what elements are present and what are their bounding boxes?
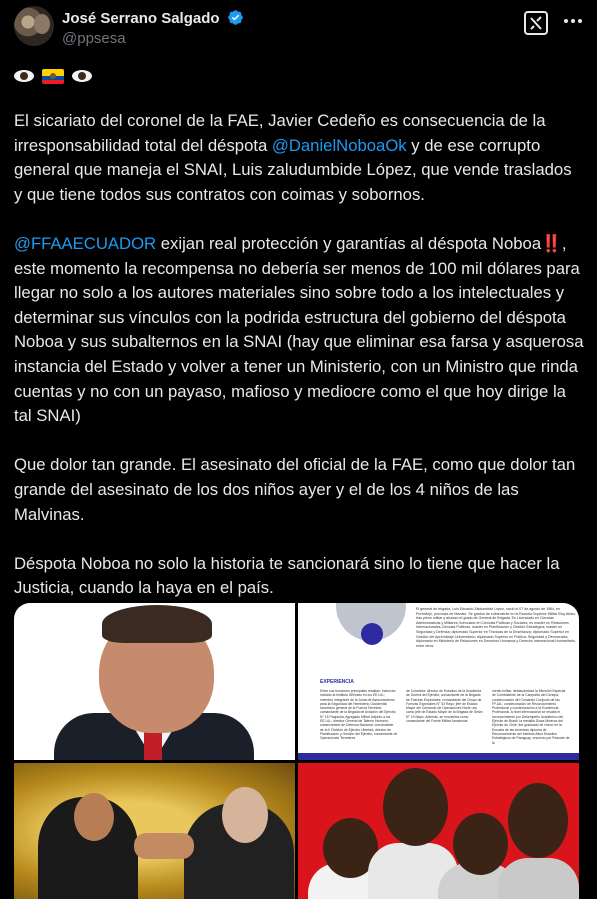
- media-photo-biography-document[interactable]: [298, 603, 579, 760]
- media-photo-general-portrait[interactable]: [14, 603, 295, 760]
- tweet-text: [14, 109, 584, 625]
- media-photo-children[interactable]: [298, 763, 579, 899]
- more-options-icon[interactable]: [562, 10, 584, 32]
- media-photo-ceremony[interactable]: [14, 763, 295, 899]
- eyes-emoji: [72, 70, 92, 82]
- document-column-3: mérito militar, destacándose la Mención Especial de Combatiente de la Campaña del Cenepa; condecoración del Comando Conjunto de las FF.AA.; condecoración de Reconocimiento Profesional y condecoración a la Excelencia Profesional. A nivel internacional se resalta el reconocimiento por Desempeño Académico del Ejército de Brasil; la medalla Diosa Minerva del Ejército de Chile; fue graduado de Honor en la Escuela de las Américas diploma de Reconocimiento del Instituto Altos Estudios Estratégicos de Paraguay; encomio por Rescate de la: [492, 689, 570, 745]
- text-segment: y de ese corrupto general que maneja el SNAI, Luis zaludumbide López, que vende traslados y que tiene todos sus contratos con coimas y sobornos.: [14, 135, 572, 204]
- mention-link[interactable]: @FFAAECUADOR: [14, 233, 157, 253]
- author-avatar[interactable]: [14, 6, 54, 46]
- emoji-line: [14, 66, 92, 86]
- tweet-header: [14, 6, 584, 52]
- text-segment: El sicariato del coronel de la FAE, Javier Cedeño es consecuencia de la irresponsabilidad total del déspota: [14, 111, 546, 155]
- document-column-1: Entre sus funciones principales resaltan: instructor invitado al Instituto Whinsec en los EE.UU.; miembro integrante de la Junta de Asesoramiento para la Seguridad del Hemisferio Occidental; secretario general de la Fuerza Terrestre; comandante de la Brigada de Aviación del Ejército N° 15 Paquisha; Agregado Militar Adjunto a los EE.UU.; director General de Talento Humano; subsecretario de Defensa Nacional; comandante de la II División de Ejército Libertad; director de Planificación y Gestión del Ejército; comandante de Operaciones Terrestres: [320, 689, 398, 741]
- author-name[interactable]: José Serrano Salgado: [62, 10, 220, 27]
- paragraph-4: Déspota Noboa no solo la historia te sancionará sino lo tiene que hacer la Justicia, cuando la haya en el país.: [14, 553, 560, 598]
- document-heading: EXPERIENCIA: [320, 679, 354, 685]
- author-name-row[interactable]: [62, 9, 244, 27]
- paragraph-2: [14, 232, 584, 429]
- document-paragraph: El general de brigada, Luis Eduardo Zaldumbide López, nació el 07 de agosto de 1964, en Portoviejo, provincia de Manabí. Se graduó de subteniente en la Escuela Superior Militar Eloy Alfaro tras pleno militar y alcanzó el grado de General de Brigada. Es Licenciado en Ciencias Administrativas y Militares; licenciado en Ciencias Políticas y Sociales; es master en Relaciones Internacionales-Ciencias Políticas; master en Planificación y Gestión Estratégica; master en Seguridad y Defensa; diplomado Superior en Técnicas de la Enseñanza; diplomado Superior en Gestión del Aprendizaje Universitario; diplomado Superior en Política, Seguridad y Democracia; diplomado en Ministerio de Relaciones en Derechos Humanos y Derecho Internacional Humanitario, entre otros.: [416, 607, 576, 648]
- author-handle[interactable]: @ppsesa: [62, 30, 126, 47]
- paragraph-1: [14, 109, 584, 207]
- verified-badge-icon: [227, 9, 244, 26]
- media-grid: [14, 603, 579, 899]
- grok-icon[interactable]: [523, 10, 549, 36]
- eyes-emoji: [14, 70, 34, 82]
- document-column-2: de Colombia; director de Estudios de la Academia de Guerra del Ejército; comandante de la Brigada de Fuerzas Especiales; comandante del Grupo de Fuerzas Especiales N° 53 Rayo; jefe de Estado Mayor del Comando de Operaciones Norte; así como jefe de Estado Mayor de la Brigada de Selva N° 19 Napo. Además, se encuentra como comandante del Fuerte Militar Amazonas: [406, 689, 483, 724]
- double-exclamation-emoji: ‼️: [541, 233, 562, 253]
- ecuador-flag-emoji: [42, 69, 64, 84]
- mention-link[interactable]: @DanielNoboaOk: [271, 135, 407, 155]
- text-segment: exijan real protección y garantías al déspota Noboa: [156, 233, 542, 253]
- text-segment: , este momento la recompensa no debería ser menos de 100 mil dólares para llegar no solo a los autores materiales sino sobre todo a los intelectuales y determinar sus vínculos con la podrida estructura del gobierno del déspota Noboa y sus subalternos en la SNAI (hay que eliminar esa farsa y asquerosa instancia del Estado y volver a tener un Ministerio, con un Ministro que rinda cuentas y no con un payaso, mafioso y mediocre como el que hoy dirige la tal SNAI): [14, 233, 584, 426]
- paragraph-3: Que dolor tan grande. El asesinato del oficial de la FAE, como que dolor tan grande del asesinato de los dos niños ayer y el de los 4 niños de las Malvinas.: [14, 455, 576, 524]
